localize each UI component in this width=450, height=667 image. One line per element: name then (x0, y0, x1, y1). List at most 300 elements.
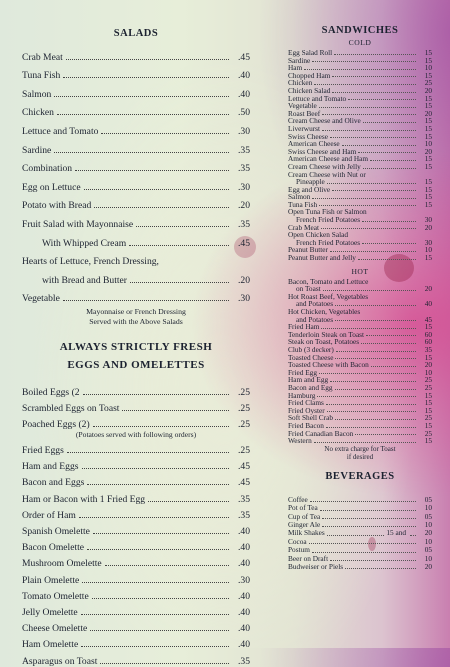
salad-item (22, 267, 250, 286)
item-price: 05 (424, 545, 432, 555)
dot-leader (370, 160, 416, 161)
beverages-heading: BEVERAGES (325, 470, 395, 482)
item-price: 15 (424, 420, 432, 430)
sandwich-item (288, 437, 432, 445)
salad-item (22, 63, 250, 82)
salad-item (22, 174, 250, 193)
item-name: Egg Salad Roll (288, 48, 333, 57)
item-name: Fruit Salad with Mayonnaise (22, 218, 134, 230)
item-name: Steak on Toast, Potatoes (288, 337, 360, 347)
item-price: 20 (424, 222, 432, 232)
salads-note-line: Served with the Above Salads (89, 317, 183, 327)
item-price: 15 (424, 154, 432, 164)
dot-leader (410, 535, 416, 536)
item-name: Cream Cheese with Jelly (288, 161, 361, 171)
cold-subheading: COLD (348, 38, 372, 47)
dot-leader (342, 145, 416, 146)
item-name: Coffee (288, 494, 308, 504)
item-name: Hot Roast Beef, Vegetables (288, 291, 369, 301)
item-name: French Fried Potatoes (296, 215, 361, 225)
item-name: Sardine (22, 144, 52, 156)
item-price: .35 (238, 655, 250, 667)
item-price: .40 (238, 639, 250, 651)
item-price: 15 (424, 70, 432, 80)
item-price: 15 (424, 322, 432, 332)
dot-leader (87, 549, 229, 550)
egg-item (22, 537, 250, 553)
item-price: .30 (238, 181, 250, 193)
egg-item (22, 505, 250, 521)
dot-leader (54, 96, 229, 97)
item-price: .45 (238, 461, 250, 473)
salad-item (22, 286, 250, 305)
item-price: 25 (424, 78, 432, 88)
item-name: Postum (288, 545, 310, 555)
item-price: .25 (238, 386, 250, 398)
dot-leader (330, 251, 416, 252)
item-name: Liverwurst (288, 123, 321, 133)
salad-item (22, 156, 250, 175)
item-price: 10 (424, 519, 432, 529)
salad-item (22, 44, 250, 63)
item-name: Ham (288, 63, 303, 73)
item-price: 20 (424, 561, 432, 571)
item-price: .40 (238, 623, 250, 635)
egg-item (22, 381, 250, 397)
item-name: Crab Meat (288, 222, 320, 232)
dot-leader (148, 501, 229, 502)
item-price: 05 (424, 494, 432, 504)
dot-leader (327, 183, 416, 184)
item-name: with Bread and Butter (42, 274, 127, 286)
item-name: Salmon (288, 192, 311, 202)
item-price: 60 (424, 337, 432, 347)
item-price: 15 (424, 55, 432, 65)
dot-leader (101, 133, 229, 134)
item-name: Tomato Omelette (22, 590, 89, 602)
item-price: 20 (424, 108, 432, 118)
eggs-list (22, 381, 250, 666)
item-price: .25 (238, 418, 250, 430)
item-price: 15 (424, 177, 432, 187)
salad-item (22, 211, 250, 230)
item-price: 40 (424, 299, 432, 309)
dot-leader (322, 518, 416, 519)
item-name: Asparagus on Toast (22, 655, 98, 667)
item-name: Budweiser or Piels (288, 561, 344, 571)
dot-leader (345, 568, 416, 569)
item-price: .20 (238, 274, 250, 286)
dot-leader (82, 468, 230, 469)
dot-leader (94, 207, 229, 208)
item-price: 45 (424, 314, 432, 324)
item-name: Spanish Omelette (22, 526, 90, 537)
item-price: 15 (424, 93, 432, 103)
item-price: .40 (238, 526, 250, 537)
item-name: Ginger Ale (288, 519, 321, 529)
item-name: and Potatoes (296, 314, 334, 324)
item-name: Salmon (22, 88, 52, 100)
dot-leader (317, 396, 416, 397)
dot-leader (321, 228, 416, 229)
item-name: Tuna Fish (288, 199, 318, 209)
egg-item (22, 650, 250, 666)
item-name: Open Chicken Salad (288, 230, 348, 240)
dot-leader (312, 198, 416, 199)
egg-item (22, 440, 250, 456)
item-name: Cocoa (288, 536, 307, 546)
item-price: .45 (238, 237, 250, 249)
dot-leader (332, 92, 416, 93)
item-price: 10 (424, 63, 432, 73)
salads-note-line: Mayonnaise or French Dressing (86, 307, 186, 317)
item-price: .40 (238, 542, 250, 554)
item-price: 60 (424, 329, 432, 339)
item-name: With Whipped Cream (42, 237, 127, 249)
dot-leader (330, 560, 416, 561)
salad-item (22, 193, 250, 212)
hot-note-line: if desired (346, 452, 374, 461)
item-name: Pineapple (296, 177, 325, 187)
item-price: .30 (238, 125, 250, 137)
dot-leader (314, 442, 416, 443)
egg-item (22, 488, 250, 504)
item-name: Beer on Draft (288, 553, 329, 563)
beverages-list (288, 496, 432, 572)
item-name: Chicken (288, 78, 313, 88)
salad-item (22, 137, 250, 156)
item-price: .30 (238, 293, 250, 305)
salad-item (22, 118, 250, 137)
cold-sandwich-list (288, 49, 432, 262)
dot-leader (79, 517, 229, 518)
item-name: Chicken Salad (288, 85, 331, 95)
item-name: Fried Bacon (288, 420, 324, 430)
item-price: 30 (424, 237, 432, 247)
item-name: Cream Cheese with Nut or (288, 169, 366, 179)
item-price: 10 (424, 503, 432, 513)
dot-leader (335, 389, 416, 390)
dot-leader (136, 226, 229, 227)
item-name: Sardine (288, 55, 311, 65)
item-name: Lettuce and Tomato (288, 93, 347, 103)
salad-item (22, 230, 250, 249)
dot-leader (309, 543, 416, 544)
item-name: Bacon and Egg (288, 382, 333, 392)
item-name: Ham and Eggs (22, 461, 79, 473)
item-price: .40 (238, 70, 250, 82)
egg-item (22, 472, 250, 488)
item-price: 15 (424, 101, 432, 111)
dot-leader (87, 484, 229, 485)
item-name: French Fried Potatoes (296, 237, 361, 247)
item-name: Vegetable (22, 293, 60, 305)
item-price: 15 (424, 184, 432, 194)
dot-leader (326, 404, 416, 405)
dot-leader (90, 630, 229, 631)
item-name: Cup of Tea (288, 511, 321, 521)
salads-heading: SALADS (113, 28, 159, 39)
dot-leader (319, 205, 416, 206)
dot-leader (84, 189, 229, 190)
item-price: .20 (238, 200, 250, 212)
item-price: 05 (424, 511, 432, 521)
item-price: 15 (424, 123, 432, 133)
dot-leader (304, 69, 416, 70)
item-price: .40 (238, 590, 250, 602)
egg-item (22, 398, 250, 414)
item-name: Soft Shell Crab (288, 413, 333, 423)
dot-leader (81, 614, 229, 615)
dot-leader (314, 84, 416, 85)
dot-leader (327, 535, 385, 536)
item-name: Hamburg (288, 390, 316, 400)
item-price: .35 (238, 144, 250, 156)
dot-leader (336, 351, 416, 352)
egg-item (22, 414, 250, 430)
sandwich-item (288, 57, 432, 65)
item-name: Order of Ham (22, 509, 76, 521)
item-name: Ham or Bacon with 1 Fried Egg (22, 493, 146, 505)
item-name: Poached Eggs (2) (22, 418, 90, 430)
item-name: Mushroom Omelette (22, 558, 102, 570)
salads-note (22, 307, 250, 327)
item-name: Bacon, Tomato and Lettuce (288, 276, 369, 286)
dot-leader (322, 526, 416, 527)
item-price: 15 (424, 253, 432, 263)
item-name: Ham and Egg (288, 375, 329, 385)
dot-leader (63, 77, 229, 78)
item-price: 20 (424, 85, 432, 95)
item-name: Egg on Lettuce (22, 181, 81, 193)
item-price: 25 (424, 382, 432, 392)
hot-note-line: No extra charge for Toast (324, 444, 396, 453)
egg-item (22, 618, 250, 634)
dot-leader (363, 122, 416, 123)
item-price: .40 (238, 606, 250, 618)
item-price: 15 (424, 398, 432, 408)
dot-leader (129, 245, 229, 246)
item-name: Scrambled Eggs on Toast (22, 402, 120, 414)
item-price: 30 (424, 215, 432, 225)
sandwich-item (288, 254, 432, 262)
dot-leader (54, 152, 229, 153)
dot-leader (63, 300, 229, 301)
dot-leader (361, 343, 416, 344)
dot-leader (75, 170, 229, 171)
item-name: Fried Clams (288, 398, 324, 408)
item-name: Tuna Fish (22, 70, 61, 82)
item-price: .45 (238, 477, 250, 489)
item-name: Western (288, 436, 312, 446)
item-price: 15 (424, 131, 432, 141)
dot-leader (358, 259, 416, 260)
item-price: 15 (424, 116, 432, 126)
item-name: American Cheese (288, 139, 340, 149)
item-name: Crab Meat (22, 51, 63, 63)
egg-item (22, 553, 250, 569)
hot-sandwich-list (288, 278, 432, 445)
item-name: Toasted Cheese with Bacon (288, 360, 369, 370)
item-price: 10 (424, 553, 432, 563)
dot-leader (330, 137, 416, 138)
item-name: Hot Chicken, Vegetables (288, 307, 361, 316)
dot-leader (66, 59, 229, 60)
item-name: Pot of Tea (288, 503, 318, 513)
item-price: 10 (424, 367, 432, 377)
dot-leader (355, 434, 416, 435)
dot-leader (366, 335, 416, 336)
dot-leader (335, 305, 416, 306)
egg-item (22, 602, 250, 618)
item-price: .35 (238, 509, 250, 521)
item-price: .25 (238, 402, 250, 414)
item-price: 25 (424, 375, 432, 385)
eggs-heading-2: EGGS AND OMELETTES (67, 359, 205, 372)
item-name: and Potatoes (296, 299, 334, 309)
dot-leader (326, 427, 416, 428)
dot-leader (335, 358, 416, 359)
dot-leader (362, 243, 416, 244)
dot-leader (321, 328, 416, 329)
item-name: Chicken (22, 107, 54, 119)
item-name: Plain Omelette (22, 574, 80, 586)
item-price: 15 (424, 405, 432, 415)
item-price: 20 (424, 284, 432, 294)
egg-item (22, 569, 250, 585)
item-name: Lettuce and Tomato (22, 125, 99, 137)
salad-item (22, 81, 250, 100)
item-name: Fried Ham (288, 322, 320, 332)
item-price: 10 (424, 245, 432, 255)
item-name: Club (3 decker) (288, 344, 334, 354)
dot-leader (335, 419, 416, 420)
left-column (22, 28, 250, 667)
beverage-item (288, 563, 432, 571)
item-price: 15 (424, 199, 432, 209)
dot-leader (363, 168, 416, 169)
dot-leader (332, 76, 416, 77)
dot-leader (130, 282, 229, 283)
dot-leader (371, 366, 416, 367)
item-extra: 15 and (386, 528, 406, 538)
dot-leader (82, 582, 229, 583)
dot-leader (330, 381, 416, 382)
dot-leader (81, 646, 229, 647)
dot-leader (83, 394, 229, 395)
dot-leader (319, 107, 416, 108)
item-name: Bacon and Eggs (22, 477, 85, 489)
dot-leader (358, 152, 416, 153)
item-name: American Cheese and Ham (288, 154, 369, 164)
dot-leader (322, 114, 416, 115)
item-name: Chopped Ham (288, 70, 331, 80)
item-name: Open Tuna Fish or Salmon (288, 207, 367, 217)
dot-leader (322, 130, 416, 131)
egg-item (22, 586, 250, 602)
dot-leader (332, 190, 416, 191)
dot-leader (57, 114, 229, 115)
item-price: 20 (424, 146, 432, 156)
item-price: 20 (424, 528, 432, 538)
dot-leader (312, 552, 416, 553)
item-price: 15 (424, 352, 432, 362)
item-name: Toasted Cheese (288, 352, 334, 362)
item-price: .50 (238, 107, 250, 119)
item-price: 15 (424, 192, 432, 202)
item-price: 25 (424, 428, 432, 438)
dot-leader (312, 61, 416, 62)
dot-leader (100, 663, 229, 664)
item-name: Egg and Olive (288, 184, 331, 194)
dot-leader (122, 410, 229, 411)
salad-item (22, 249, 250, 268)
item-name: Fried Eggs (22, 445, 64, 457)
item-name: Boiled Eggs (2 (22, 386, 80, 398)
eggs-heading-1: ALWAYS STRICTLY FRESH (59, 341, 213, 354)
egg-item (22, 521, 250, 537)
item-price: 10 (424, 139, 432, 149)
hot-note (288, 445, 432, 461)
item-name: Cheese Omelette (22, 623, 88, 635)
egg-item (22, 456, 250, 472)
sandwiches-heading: SANDWICHES (321, 25, 399, 36)
item-price: .35 (238, 218, 250, 230)
item-price: 25 (424, 413, 432, 423)
dot-leader (334, 54, 416, 55)
right-column (288, 25, 432, 571)
item-name: Roast Beef (288, 108, 321, 118)
hot-subheading: HOT (351, 266, 369, 276)
dot-leader (93, 533, 229, 534)
dot-leader (105, 565, 229, 566)
item-name: Jelly Omelette (22, 606, 78, 618)
dot-leader (327, 411, 416, 412)
item-price: .35 (238, 493, 250, 505)
item-price: .35 (238, 163, 250, 175)
item-price: 15 (424, 48, 432, 57)
potato-note: (Potatoes served with following orders) (75, 429, 197, 439)
item-name: Fried Canadian Bacon (288, 428, 354, 438)
item-name: Swiss Cheese and Ham (288, 146, 357, 156)
item-name: Cream Cheese and Olive (288, 116, 361, 126)
item-name: Fried Oyster (288, 405, 325, 415)
dot-leader (319, 373, 416, 374)
item-price: .40 (238, 558, 250, 570)
item-price: 15 (424, 161, 432, 171)
item-name: Ham Omelette (22, 639, 79, 651)
item-name: Tenderloin Steak on Toast (288, 329, 365, 339)
item-name: Potato with Bread (22, 200, 92, 212)
item-name: Vegetable (288, 101, 317, 111)
dot-leader (310, 501, 416, 502)
item-price: .45 (238, 51, 250, 63)
item-price: 20 (424, 360, 432, 370)
salad-item (22, 100, 250, 119)
item-price: 15 (424, 436, 432, 446)
item-name: Bacon Omelette (22, 542, 85, 554)
dot-leader (348, 99, 416, 100)
dot-leader (67, 452, 229, 453)
item-price: 35 (424, 344, 432, 354)
dot-leader (323, 290, 416, 291)
item-price: .25 (238, 445, 250, 457)
item-price: 10 (424, 536, 432, 546)
item-name: Combination (22, 163, 73, 175)
item-price: 15 (424, 390, 432, 400)
item-name: on Toast (296, 284, 321, 294)
item-name: Swiss Cheese (288, 131, 328, 141)
